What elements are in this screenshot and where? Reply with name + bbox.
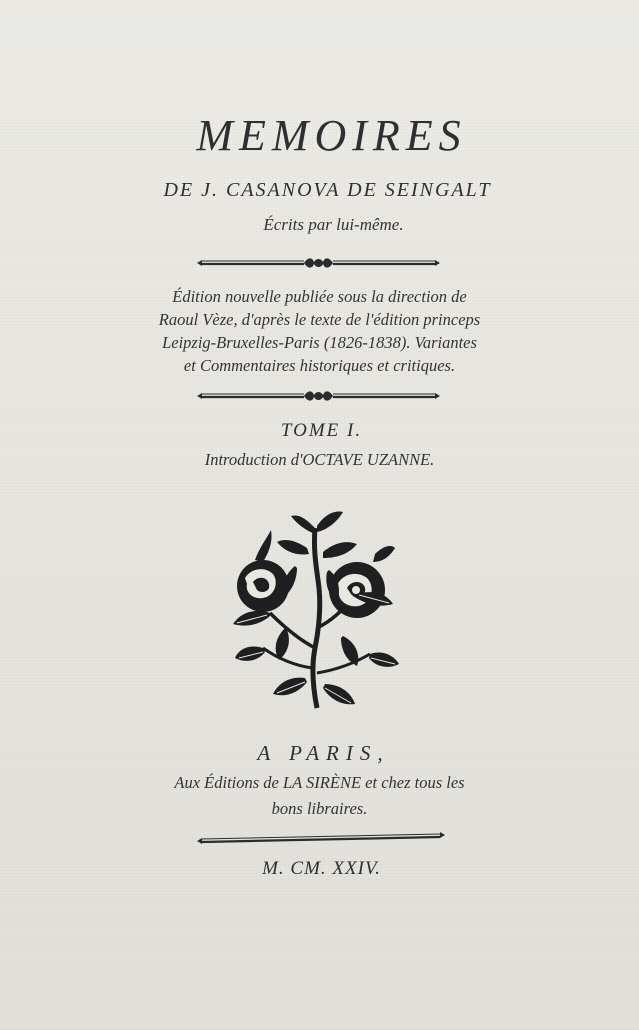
floral-vignette-icon bbox=[225, 508, 410, 713]
author-line: DE J. CASANOVA DE SEINGALT bbox=[163, 179, 492, 201]
imprint-publisher bbox=[0, 770, 639, 822]
imprint-date: M. CM. XXIV. bbox=[262, 858, 381, 879]
publisher-line: Aux Éditions de LA SIRÈNE et chez tous les bbox=[174, 773, 465, 792]
publisher-line: bons libraires. bbox=[271, 799, 368, 818]
ornamental-rule-icon bbox=[196, 389, 441, 403]
edition-line: Leipzig-Bruxelles-Paris (1826-1838). Variantes bbox=[162, 333, 477, 352]
imprint-city: A PARIS, bbox=[257, 741, 390, 765]
edition-line: et Commentaires historiques et critiques. bbox=[183, 356, 456, 375]
edition-paragraph bbox=[0, 285, 639, 377]
book-title: MEMOIRES bbox=[196, 111, 467, 160]
subtitle-line: Écrits par lui-même. bbox=[263, 215, 404, 234]
ornamental-rule-icon bbox=[196, 830, 446, 844]
introduction-line: Introduction d'OCTAVE UZANNE. bbox=[204, 450, 435, 469]
volume-label: TOME I. bbox=[280, 420, 363, 441]
edition-line: Édition nouvelle publiée sous la direction de bbox=[172, 287, 467, 306]
edition-line: Raoul Vèze, d'après le texte de l'édition princeps bbox=[158, 310, 481, 329]
ornamental-rule-icon bbox=[196, 256, 441, 270]
